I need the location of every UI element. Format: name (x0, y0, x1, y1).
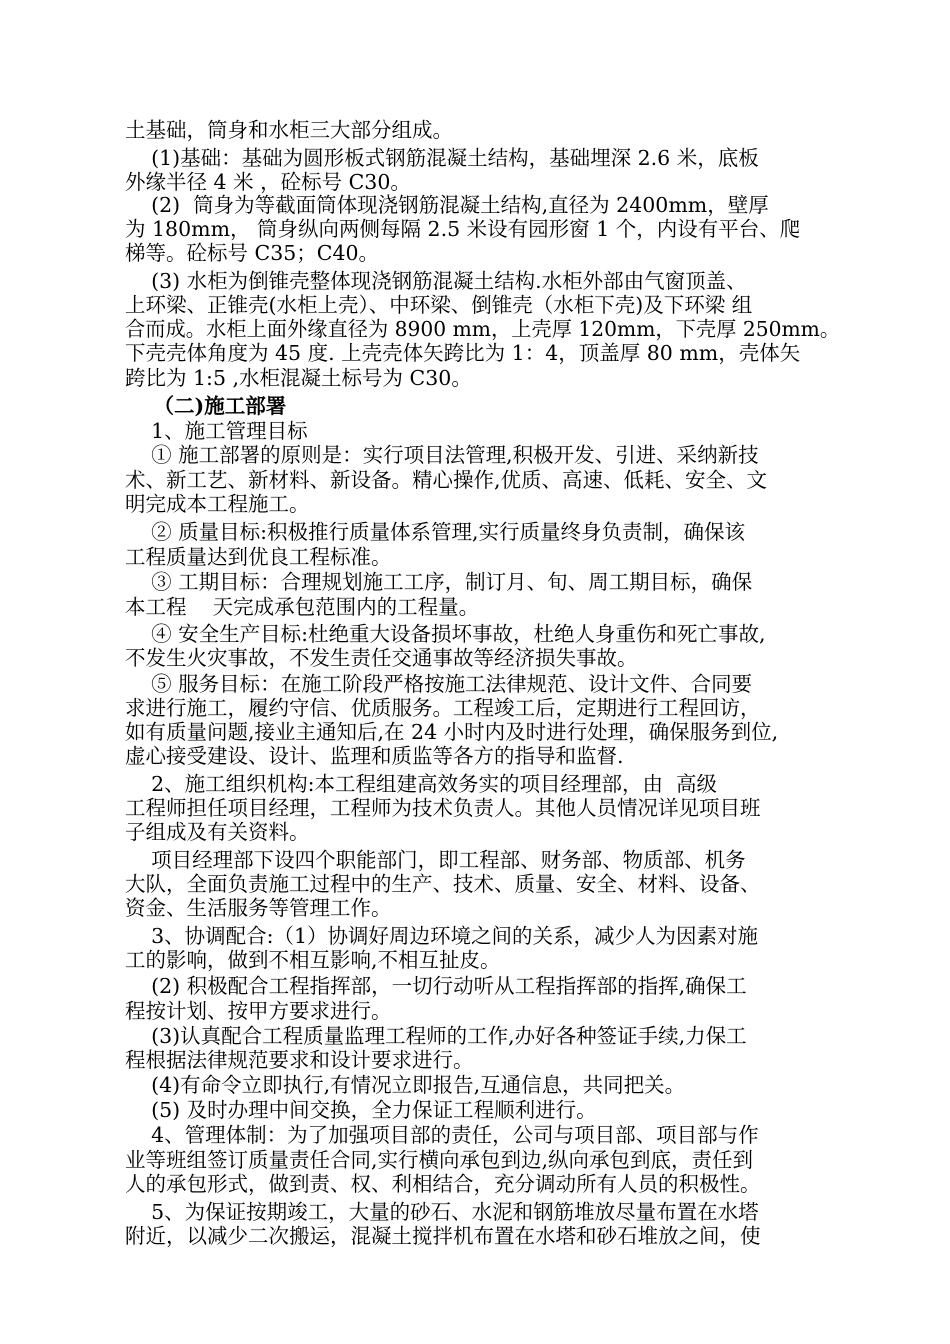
text-line: 4、管理体制：为了加强项目部的责任，公司与项目部、项目部与作 (125, 1123, 759, 1147)
section-heading: （二)施工部署 (125, 394, 287, 418)
text-line: 子组成及有关资料。 (125, 820, 310, 844)
text-line: ① 施工部署的原则是：实行项目法管理,积极开发、引进、采纳新技 (125, 443, 759, 467)
text-line: ⑤ 服务目标：在施工阶段严格按施工法律规范、设计文件、合同要 (125, 672, 753, 696)
text-line: 资金、生活服务等管理工作。 (125, 896, 392, 920)
text-line: 1、施工管理目标 (125, 419, 308, 443)
text-line: 外缘半径 4 米 ，砼标号 C30。 (125, 170, 411, 194)
text-line: 3、协调配合:（1）协调好周边环境之间的关系，减少人为因素对施 (125, 924, 759, 948)
text-line: 术、新工艺、新材料、新设备。精心操作,优质、高速、低耗、安全、文 (125, 468, 768, 492)
text-line: (3)认真配合工程质量监理工程师的工作,办好各种签证手续,力保工 (125, 1024, 747, 1048)
text-line: 工程师担任项目经理，工程师为技术负责人。其他人员情况详见项目班 (125, 796, 761, 820)
text-line: ③ 工期目标：合理规划施工工序，制订月、旬、周工期目标，确保 (125, 570, 753, 594)
text-line: 合而成。水柜上面外缘直径为 8900 mm，上壳厚 120mm，下壳厚 250mm。 (125, 317, 841, 341)
text-line: 5、为保证按期竣工，大量的砂石、水泥和钢筋堆放尽量布置在水塔 (125, 1200, 759, 1224)
text-line: 梯等。砼标号 C35；C40。 (125, 241, 380, 265)
text-line: 本工程 天完成承包范围内的工程量。 (125, 595, 480, 619)
text-line: 求进行施工，履约守信、优质服务。工程竣工后，定期进行工程回访， (125, 696, 761, 720)
text-line: 附近，以减少二次搬运，混凝土搅拌机布置在水塔和砂石堆放之间，使 (125, 1224, 761, 1248)
text-line: (2) 积极配合工程指挥部，一切行动听从工程指挥部的指挥,确保工 (125, 974, 747, 998)
text-line: ④ 安全生产目标:杜绝重大设备损坏事故，杜绝人身重伤和死亡事故, (125, 622, 766, 646)
text-line: (3) 水柜为倒锥壳整体现浇钢筋混凝土结构.水柜外部由气窗顶盖、 (125, 269, 747, 293)
text-line: (1)基础：基础为圆形板式钢筋混凝土结构，基础埋深 2.6 米，底板 (125, 146, 759, 170)
text-line: 上环梁、正锥壳(水柜上壳）、中环梁、倒锥壳（水柜下壳)及下环梁 组 (125, 293, 753, 317)
text-line: (2) 筒身为等截面筒体现浇钢筋混凝土结构,直径为 2400mm，壁厚 (125, 193, 769, 217)
text-line: (4)有命令立即执行,有情况立即报告,互通信息，共同把关。 (125, 1073, 686, 1097)
text-line: 程按计划、按甲方要求进行。 (125, 999, 392, 1023)
text-line: ② 质量目标:积极推行质量体系管理,实行质量终身负责制，确保该 (125, 520, 746, 544)
text-line: 人的承包形式，做到责、权、利相结合，充分调动所有人员的积极性。 (125, 1172, 761, 1196)
text-line: 项目经理部下设四个职能部门，即工程部、财务部、物质部、机务 (125, 848, 746, 872)
text-line: 虚心接受建设、设计、监理和质监等各方的指导和监督. (125, 744, 624, 768)
text-line: 2、施工组织机构:本工程组建高效务实的项目经理部，由 高级 (125, 772, 718, 796)
text-line: (5) 及时办理中间交换，全力保证工程顺利进行。 (125, 1098, 597, 1122)
text-line: 明完成本工程施工。 (125, 492, 310, 516)
text-line: 工的影响，做到不相互影响,不相互扯皮。 (125, 948, 501, 972)
text-line: 业等班组签订质量责任合同,实行横向承包到边,纵向承包到底，责任到 (125, 1148, 754, 1172)
text-line: 程根据法律规范要求和设计要求进行。 (125, 1048, 474, 1072)
text-line: 跨比为 1:5 ,水柜混凝土标号为 C30。 (125, 366, 472, 390)
text-line: 土基础，筒身和水柜三大部分组成。 (125, 118, 453, 142)
text-line: 大队，全面负责施工过程中的生产、技术、质量、安全、材料、设备、 (125, 872, 761, 896)
text-line: 工程质量达到优良工程标准。 (125, 545, 392, 569)
text-line: 不发生火灾事故，不发生责任交通事故等经济损失事故。 (125, 646, 638, 670)
text-line: 下壳壳体角度为 45 度. 上壳壳体矢跨比为 1：4，顶盖厚 80 mm，壳体矢 (125, 341, 801, 365)
text-line: 为 180mm， 筒身纵向两侧每隔 2.5 米设有园形窗 1 个，内设有平台、爬 (125, 217, 801, 241)
text-line: 如有质量问题,接业主通知后,在 24 小时内及时进行处理，确保服务到位, (125, 720, 779, 744)
